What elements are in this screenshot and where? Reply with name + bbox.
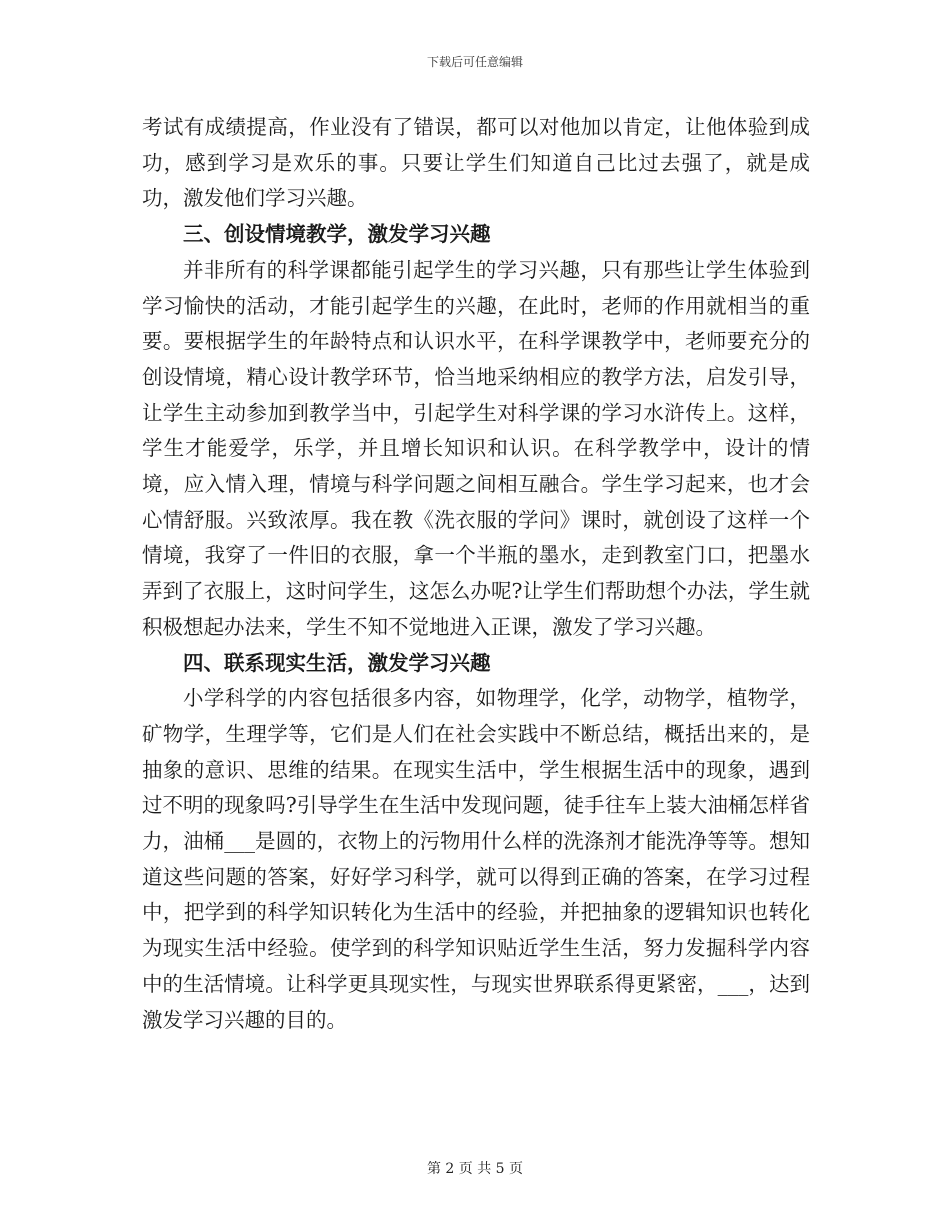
document-body	[142, 110, 810, 1038]
page-header: 下载后可任意编辑	[426, 55, 523, 69]
paragraph-section-4: 小学科学的内容包括很多内容，如物理学，化学，动物学，植物学，矿物学，生理学等，它们是人们在社会实践中不断总结，概括出来的，是抽象的意识、思维的结果。在现实生活中，学生根据生活中的现象，遇到过不明的现象吗?引导学生在生活中发现问题，徒手往车上装大油桶怎样省力，油桶___是圆的，衣物上的污物用什么样的洗涤剂才能洗净等等。想知道这些问题的答案，好好学习科学，就可以得到正确的答案，在学习过程中，把学到的科学知识转化为生活中的经验，并把抽象的逻辑知识也转化为现实生活中经验。使学到的科学知识贴近学生生活，努力发掘科学内容中的生活情境。让科学更具现实性，与现实世界联系得更紧密，___，达到激发学习兴趣的目的。	[142, 686, 810, 1032]
section-heading-4: 四、联系现实生活，激发学习兴趣	[183, 650, 491, 675]
paragraph-continuation: 考试有成绩提高，作业没有了错误，都可以对他加以肯定，让他体验到成功，感到学习是欢乐的事。只要让学生们知道自己比过去强了，就是成功，激发他们学习兴趣。	[142, 115, 810, 211]
section-heading-3: 三、创设情境教学，激发学习兴趣	[183, 222, 491, 247]
paragraph-section-3: 并非所有的科学课都能引起学生的学习兴趣，只有那些让学生体验到学习愉快的活动，才能引起学生的兴趣，在此时，老师的作用就相当的重要。要根据学生的年龄特点和认识水平，在科学课教学中，老师要充分的创设情境，精心设计教学环节，恰当地采纳相应的教学方法，启发引导，让学生主动参加到教学当中，引起学生对科学课的学习水浒传上。这样，学生才能爱学，乐学，并且增长知识和认识。在科学教学中，设计的情境，应入情入理，情境与科学问题之间相互融合。学生学习起来，也才会心情舒服。兴致浓厚。我在教《洗衣服的学问》课时，就创设了这样一个情境，我穿了一件旧的衣服，拿一个半瓶的墨水，走到教室门口，把墨水弄到了衣服上，这时问学生，这怎么办呢?让学生们帮助想个办法，学生就积极想起办法来，学生不知不觉地进入正课，激发了学习兴趣。	[142, 257, 810, 639]
page-footer: 第 2 页 共 5 页	[426, 1161, 524, 1177]
